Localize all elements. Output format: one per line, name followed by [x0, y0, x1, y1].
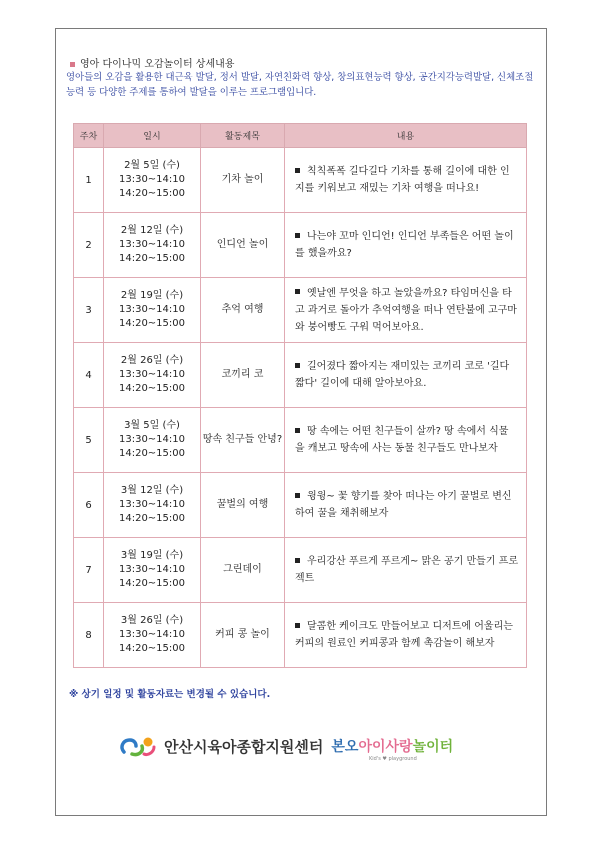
bullet-square-icon [295, 558, 300, 563]
bullet-square-icon [295, 289, 300, 294]
branch-prefix: 본오 [331, 739, 359, 755]
date-text: 2월 12일 (수) [120, 225, 184, 236]
date-text: 2월 5일 (수) [124, 160, 180, 171]
table-row [74, 343, 527, 408]
table-header-row [74, 124, 527, 148]
branch-name [331, 736, 453, 756]
week-cell: 8 [74, 603, 104, 668]
time-slot-1: 13:30~14:10 [118, 369, 185, 380]
table-row [74, 213, 527, 278]
bullet-square-icon [295, 363, 300, 368]
content-cell [285, 278, 527, 343]
time-slot-1: 13:30~14:10 [118, 174, 185, 185]
time-slot-1: 13:30~14:10 [118, 239, 185, 250]
activity-title-cell: 커피 콩 놀이 [201, 603, 285, 668]
content-text: 길어졌다 짧아지는 재미있는 코끼리 코로 '길다 짧다' 길이에 대해 알아보아요. [295, 361, 510, 389]
content-text: 달콤한 케이크도 만들어보고 디저트에 어울리는 커피의 원료인 커피콩과 함께 촉감놀이 해보자 [295, 621, 513, 649]
date-cell [104, 278, 201, 343]
week-cell: 7 [74, 538, 104, 603]
activity-title-cell: 땅속 친구들 안녕? [201, 408, 285, 473]
content-cell [285, 408, 527, 473]
time-slot-1: 13:30~14:10 [118, 304, 185, 315]
content-cell [285, 538, 527, 603]
date-text: 3월 19일 (수) [120, 550, 184, 561]
content-cell [285, 148, 527, 213]
activity-title-cell: 코끼리 코 [201, 343, 285, 408]
date-text: 3월 12일 (수) [120, 485, 184, 496]
activity-title-cell: 추억 여행 [201, 278, 285, 343]
bullet-square-icon [295, 493, 300, 498]
branch-mid: 아이사랑 [358, 739, 413, 755]
date-text: 2월 19일 (수) [120, 290, 184, 301]
center-name: 안산시육아종합지원센터 [164, 737, 324, 756]
week-cell: 3 [74, 278, 104, 343]
time-slot-1: 13:30~14:10 [118, 499, 185, 510]
content-text: 윙윙~ 꽃 향기를 찾아 떠나는 아기 꿀벌로 변신하여 꿀을 채취해보자 [295, 491, 512, 519]
time-slot-2: 14:20~15:00 [118, 513, 185, 524]
week-cell: 6 [74, 473, 104, 538]
date-cell [104, 473, 201, 538]
content-text: 땅 속에는 어떤 친구들이 살까? 땅 속에서 식물을 캐보고 땅속에 사는 동물 친구들도 만나보자 [295, 426, 509, 454]
activity-title-cell: 기차 놀이 [201, 148, 285, 213]
header-date: 일시 [104, 124, 201, 148]
date-cell [104, 148, 201, 213]
change-notice: ※ 상기 일정 및 활동자료는 변경될 수 있습니다. [69, 689, 271, 700]
time-slot-2: 14:20~15:00 [118, 643, 185, 654]
center-logo-icon [118, 734, 158, 758]
time-slot-2: 14:20~15:00 [118, 188, 185, 199]
branch-suffix: 놀이터 [412, 739, 454, 755]
table-row [74, 148, 527, 213]
bullet-square-icon [295, 428, 300, 433]
date-cell [104, 213, 201, 278]
table-row [74, 408, 527, 473]
content-cell [285, 603, 527, 668]
schedule-table [73, 123, 527, 668]
date-text: 3월 5일 (수) [124, 420, 180, 431]
table-row [74, 278, 527, 343]
time-slot-1: 13:30~14:10 [118, 629, 185, 640]
activity-title-cell: 꿀벌의 여행 [201, 473, 285, 538]
time-slot-1: 13:30~14:10 [118, 564, 185, 575]
week-cell: 5 [74, 408, 104, 473]
bullet-square-icon [295, 623, 300, 628]
week-cell: 2 [74, 213, 104, 278]
content-text: 옛날엔 무엇을 하고 놀았을까요? 타임머신을 타고 과거로 돌아가 추억여행을 떠나 연탄불에 고구마와 붕어빵도 구워 먹어보아요. [295, 287, 517, 333]
intro-text: 영아들의 오감을 활용한 대근육 발달, 정서 발달, 자연친화력 향상, 창의표현능력 향상, 공간지각능력발달, 신체조절능력 등 다양한 주제를 통하여 발달을 이루는 프로그램입니다. [66, 72, 534, 98]
time-slot-2: 14:20~15:00 [118, 318, 185, 329]
date-cell [104, 408, 201, 473]
content-text: 우리강산 푸르게 푸르게~ 맑은 공기 만들기 프로젝트 [295, 556, 518, 584]
time-slot-2: 14:20~15:00 [118, 448, 185, 459]
time-slot-1: 13:30~14:10 [118, 434, 185, 445]
header-content: 내용 [285, 124, 527, 148]
header-title: 활동제목 [201, 124, 285, 148]
week-cell: 4 [74, 343, 104, 408]
table-row [74, 538, 527, 603]
heading-text: 영아 다이나믹 오감놀이터 상세내용 [80, 59, 235, 70]
week-cell: 1 [74, 148, 104, 213]
bullet-square-icon [295, 168, 300, 173]
date-text: 3월 26일 (수) [120, 615, 184, 626]
content-cell [285, 343, 527, 408]
date-cell [104, 538, 201, 603]
heading-bullet-icon [70, 62, 75, 67]
content-cell [285, 473, 527, 538]
date-cell [104, 343, 201, 408]
activity-title-cell: 인디언 놀이 [201, 213, 285, 278]
content-text: 칙칙폭폭 길다길다 기차를 통해 길이에 대한 인지를 키워보고 재밌는 기차 여행을 떠나요! [295, 166, 510, 194]
date-cell [104, 603, 201, 668]
time-slot-2: 14:20~15:00 [118, 578, 185, 589]
table-row [74, 473, 527, 538]
section-heading [70, 55, 234, 70]
content-cell [285, 213, 527, 278]
branch-subtitle: Kid's ♥ playground [369, 756, 417, 762]
header-week: 주차 [74, 124, 104, 148]
content-text: 나는야 꼬마 인디언! 인디언 부족들은 어떤 놀이를 했을까요? [295, 231, 514, 259]
time-slot-2: 14:20~15:00 [118, 383, 185, 394]
bullet-square-icon [295, 233, 300, 238]
table-row [74, 603, 527, 668]
activity-title-cell: 그린데이 [201, 538, 285, 603]
date-text: 2월 26일 (수) [120, 355, 184, 366]
time-slot-2: 14:20~15:00 [118, 253, 185, 264]
